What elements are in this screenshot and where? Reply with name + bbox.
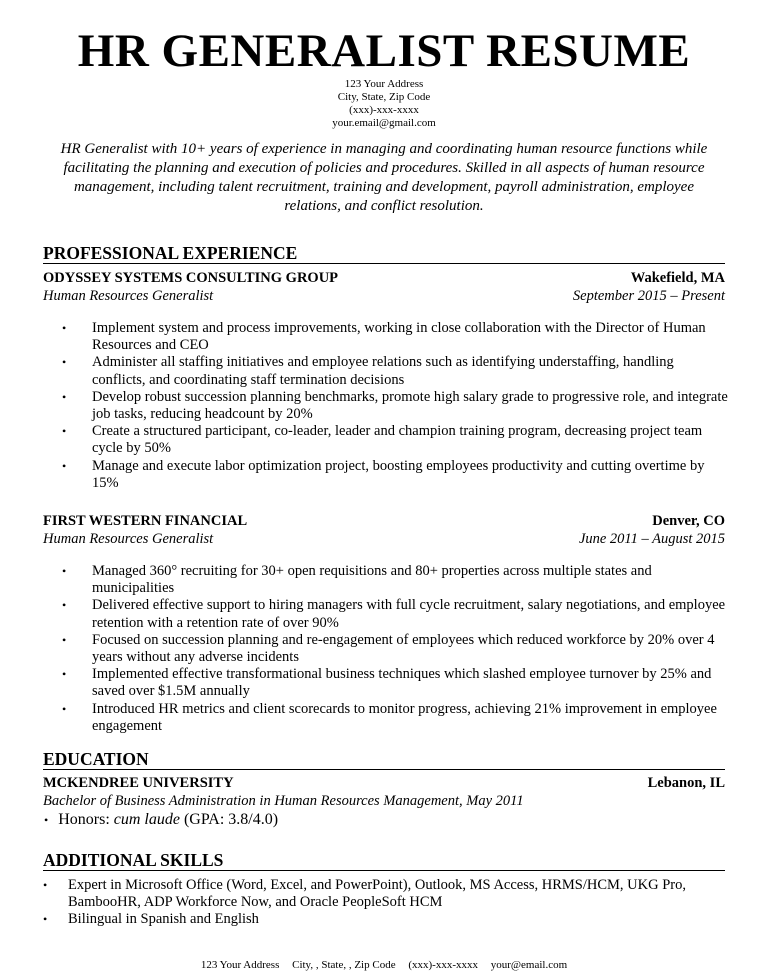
job-role-row	[43, 287, 725, 305]
job-bullets	[62, 320, 730, 492]
list-item: • Introduced HR metrics and client scorecards to monitor progress, achieving 21% improvement in employee engagement	[62, 700, 717, 734]
job-company: ODYSSEY SYSTEMS CONSULTING GROUP	[43, 270, 339, 286]
bullet-icon: •	[44, 813, 49, 827]
list-item: • Focused on succession planning and re-engagement of employees which reduced workforce by 20% over 4 years without any adverse incidents	[62, 631, 715, 666]
list-item: • Managed 360° recruiting for 30+ open requisitions and 80+ properties across multiple states and municipalities	[62, 563, 652, 597]
footer-contact	[0, 959, 768, 972]
list-item: • Develop robust succession planning benchmarks, promote high salary grade to progressive role, and integrate job tasks, reducing headcount by 20%	[62, 388, 728, 423]
footer-phone: (xxx)-xxx-xxxx	[408, 959, 478, 971]
job-dates: September 2015 – Present	[572, 288, 725, 304]
bullet-icon: •	[43, 878, 48, 892]
contact-block	[0, 78, 768, 130]
section-heading-education: EDUCATION	[43, 749, 725, 770]
contact-phone: (xxx)-xxx-xxxx	[349, 104, 419, 116]
list-item: • Bilingual in Spanish and English	[43, 911, 259, 928]
job-role: Human Resources Generalist	[43, 288, 214, 304]
bullet-icon: •	[62, 355, 67, 370]
honors-label: Honors:	[58, 811, 114, 828]
footer-address: 123 Your Address	[200, 959, 280, 971]
bullet-icon: •	[62, 458, 67, 473]
list-item: • Delivered effective support to hiring managers with full cycle recruitment, salary negotiations, and employee retention with a retention rate of over 90%	[62, 597, 726, 631]
footer-email: your@email.com	[490, 959, 568, 971]
job-company: FIRST WESTERN FINANCIAL	[43, 513, 248, 529]
job-bullets	[62, 563, 732, 735]
bullet-icon: •	[62, 701, 67, 716]
education-location: Lebanon, IL	[647, 775, 725, 791]
honors-gpa: (GPA: 3.8/4.0)	[179, 811, 279, 828]
list-item: • Administer all staffing initiatives and employee relations such as identifying understaffing, handling conflicts, and coordinating staff termination decisions	[62, 354, 674, 388]
education-honors	[44, 810, 278, 830]
bullet-icon: •	[62, 667, 67, 682]
job-header-row	[43, 269, 725, 287]
resume-title: HR GENERALIST RESUME	[77, 25, 691, 77]
honors-value: cum laude	[113, 811, 180, 828]
job-role-row	[43, 530, 725, 548]
list-item: • Implement system and process improvements, working in close collaboration with the Director of Human Resources and CEO	[62, 320, 706, 354]
job-header-row	[43, 512, 725, 530]
bullet-icon: •	[62, 389, 67, 404]
bullet-icon: •	[62, 321, 67, 335]
contact-city: City, State, Zip Code	[337, 91, 431, 103]
list-item: • Manage and execute labor optimization project, boosting employees productivity and cutting overtime by 15%	[62, 457, 705, 491]
list-item: • Implemented effective transformational business techniques which slashed employee turnover by 25% and saved over $1.5M annually	[62, 666, 712, 700]
list-item: • Create a structured participant, co-leader, leader and champion training program, decreasing project team cycle by 50%	[62, 423, 703, 457]
skills-bullets	[43, 877, 728, 929]
bullet-icon: •	[43, 912, 48, 927]
education-degree-row	[43, 792, 725, 810]
bullet-icon: •	[62, 598, 67, 613]
contact-email: your.email@gmail.com	[332, 117, 436, 129]
job-location: Denver, CO	[652, 513, 725, 529]
job-role: Human Resources Generalist	[43, 531, 214, 547]
section-heading-experience: PROFESSIONAL EXPERIENCE	[43, 243, 725, 264]
bullet-icon: •	[62, 564, 67, 578]
summary-paragraph: HR Generalist with 10+ years of experience in managing and coordinating human resource functions while facilitating the planning and execution of policies and procedures. Skilled in all aspects of human resource management, including talent recruitment, training and development, payroll administration, employee relations, and conflict resolution.	[60, 141, 708, 214]
section-heading-skills: ADDITIONAL SKILLS	[43, 850, 725, 871]
education-degree: Bachelor of Business Administration in Human Resources Management, May 2011	[43, 793, 524, 809]
bullet-icon: •	[62, 424, 67, 439]
contact-address: 123 Your Address	[344, 78, 424, 90]
list-item: • Expert in Microsoft Office (Word, Excel, and PowerPoint), Outlook, MS Access, HRMS/HCM, UKG Pro, BambooHR, ADP Workforce Now, and Oracle PeopleSoft HCM	[43, 877, 686, 911]
education-header-row	[43, 774, 725, 792]
bullet-icon: •	[62, 632, 67, 647]
job-location: Wakefield, MA	[630, 270, 725, 286]
education-school: MCKENDREE UNIVERSITY	[43, 775, 234, 791]
job-dates: June 2011 – August 2015	[578, 531, 725, 547]
footer-city: City, , State, , Zip Code	[292, 959, 396, 971]
